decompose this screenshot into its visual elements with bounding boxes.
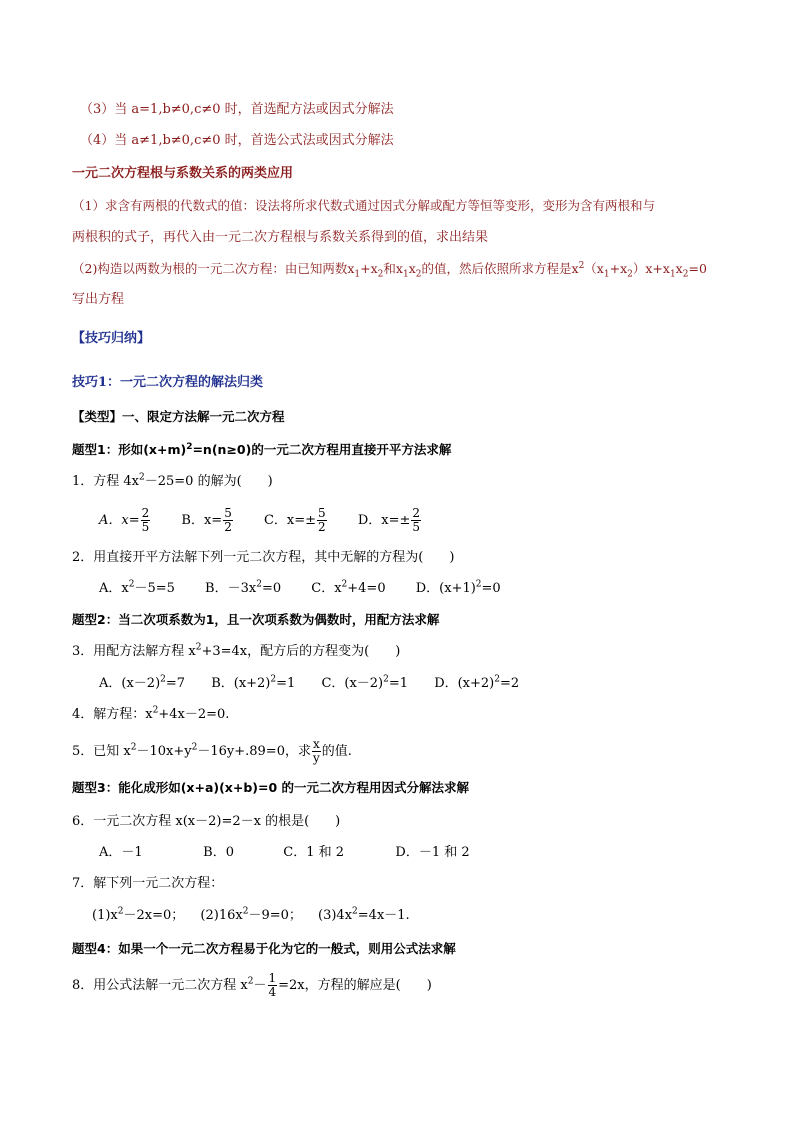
part-3: $(3)4x^2=4x-1$. [318,906,410,923]
option-d: D．－1 和 2 [395,845,470,860]
question-7-parts [92,906,410,926]
application-1-line-1: （1）求含有两根的代数式的值：设法将所求代数式通过因式分解或配方等恒等变形，变形为含有两根和与 [72,198,655,213]
option-d: D．$(x+1)^2=0$ [415,579,501,596]
option-c: C．1 和 2 [283,845,345,860]
option-b: B．$(x+2)^2=1$ [211,674,296,691]
option-a: A．x= $\frac{2}{5}$ [99,506,150,534]
option-b: B．$-3x^2=0$ [205,579,282,596]
tips-heading: 【技巧归纳】 [72,331,151,346]
question-3: 3．用配方法解方程 $x^2+3=4x$，配方后的方程变为( ) [72,642,401,659]
question-8: 8．用公式法解一元二次方程 $x^2-$ $\frac{1}{4}$ =2x，方程的解应是( ) [72,971,432,999]
option-a: A．－1 [99,845,143,860]
option-a: A．$x^2-5=5$ [99,579,175,596]
question-6-options [99,843,470,863]
question-2: 2．用直接开平方法解下列一元二次方程，其中无解的方程为( ) [72,550,455,565]
option-a: A．$(x-2)^2=7$ [99,674,186,691]
application-1-line-2: 两根积的式子，再代入由一元二次方程根与系数关系得到的值，求出结果 [72,230,489,245]
question-type-4: 题型4：如果一个一元二次方程易于化为它的一般式，则用公式法求解 [72,941,456,956]
question-2-options [99,579,501,599]
question-5: 5．已知 $x^2-10x+y^2-16y+.89=0$，求 $\frac{x}{y}$ 的值. [72,737,352,765]
rule-line-4: （4）当 a≠1,b≠0,c≠0 时，首选公式法或因式分解法 [80,133,394,148]
section-heading: 一元二次方程根与系数关系的两类应用 [72,166,294,181]
tip-1-title: 技巧1：一元二次方程的解法归类 [72,375,264,390]
question-1: 1．方程 $4x^2-25=0$ 的解为( ) [72,472,273,489]
question-7: 7．解下列一元二次方程： [72,876,224,891]
application-2-line-2: 写出方程 [72,292,125,307]
question-1-options [99,507,422,535]
question-4: 4．解方程：$x^2+4x-2=0$. [72,705,230,722]
question-6: 6．一元二次方程 x(x－2)=2－x 的根是( ) [72,814,341,829]
option-d: D．$(x+2)^2=2$ [434,674,520,691]
question-3-options [99,674,519,694]
part-2: $(2)16x^2-9=0$； [200,906,302,923]
option-c: C．$x^2+4=0$ [311,579,386,596]
question-type-1: 题型1：形如$(x+m)^2=n(n\ge 0)$的一元二次方程用直接开平方法求解 [72,441,452,457]
type-heading: 【类型】一、限定方法解一元二次方程 [72,409,285,424]
option-b: B．x= $\frac{5}{2}$ [181,506,232,534]
option-c: C．$(x-2)^2=1$ [321,674,409,691]
question-type-3: 题型3：能化成形如(x+a)(x+b)=0 的一元二次方程用因式分解法求解 [72,780,470,795]
question-type-2: 题型2：当二次项系数为1，且一次项系数为偶数时，用配方法求解 [72,612,440,627]
option-c: C．x=± $\frac{5}{2}$ [263,506,326,534]
part-1: $(1)x^2-2x=0$； [92,906,185,923]
rule-line-3: （3）当 a=1,b≠0,c≠0 时，首选配方法或因式分解法 [80,102,394,117]
option-d: D．x=± $\frac{2}{5}$ [357,506,421,534]
option-b: B．0 [203,845,234,860]
application-2-line-1: （2)构造以两数为根的一元二次方程：由已知两数$x_1+x_2$和$x_1x_2$的值，然后依照所求方程是$x^2(x_1+x_2)x+x_1x_2=0$ [72,260,707,280]
